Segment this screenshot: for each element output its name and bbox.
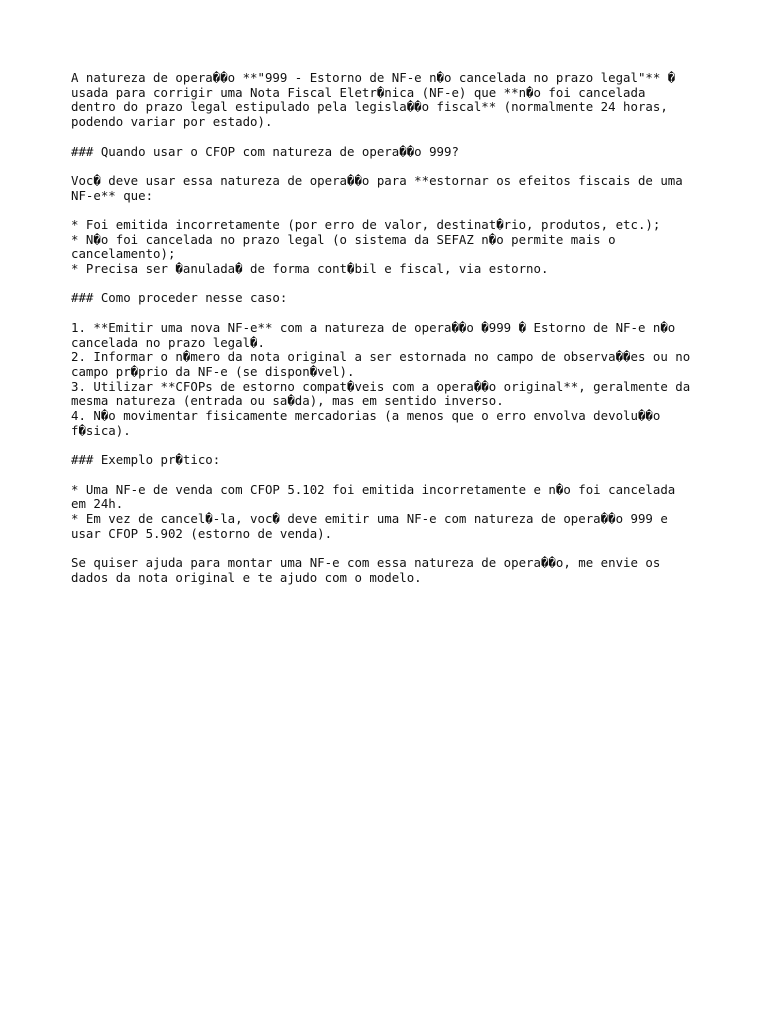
closing-paragraph: Se quiser ajuda para montar uma NF-e com essa natureza de opera��o, me envie os dados da nota original e te ajudo com o modelo.	[71, 555, 661, 585]
intro-paragraph: A natureza de opera��o **"999 - Estorno de NF-e n�o cancelada no prazo legal"** � usada para corrigir uma Nota Fiscal Eletr�nica (NF-e) que **n�o foi cancelada dentro do prazo legal estipulado pela legisla��o fiscal** (normalmente 24 horas, podendo variar por estado).	[71, 70, 676, 130]
section-heading-example: ### Exemplo pr�tico:	[71, 452, 221, 468]
example-list: * Uma NF-e de venda com CFOP 5.102 foi emitida incorretamente e n�o foi cancelada em 24h. * Em vez de cancel�-la, voc� deve emitir uma NF-e com natureza de opera��o 999 e usar CFOP 5.902 (estorno de venda).	[71, 481, 676, 541]
section-heading-when-to-use: ### Quando usar o CFOP com natureza de opera��o 999?	[71, 143, 459, 159]
steps-list: 1. **Emitir uma nova NF-e** com a natureza de opera��o �999 � Estorno de NF-e n�o cancelada no prazo legal�. 2. Informar o n�mero da nota original a ser estornada no campo de observa��es ou no campo pr�prio da NF-e (se dispon�vel). 3. Utilizar **CFOPs de estorno compat�veis com a opera��o original**, geralmente da mesma natureza (entrada ou sa�da), mas em sentido inverso. 4. N�o movimentar fisicamente mercadorias (a menos que o erro envolva devolu��o f�sica).	[71, 319, 691, 438]
section-heading-how-to-proceed: ### Como proceder nesse caso:	[71, 290, 288, 306]
document-body	[71, 71, 711, 585]
conditions-list: * Foi emitida incorretamente (por erro de valor, destinat�rio, produtos, etc.); * N�o foi cancelada no prazo legal (o sistema da SEFAZ n�o permite mais o cancelamento); * Precisa ser �anulada� de forma cont�bil e fiscal, via estorno.	[71, 216, 661, 277]
usage-paragraph: Voc� deve usar essa natureza de opera��o para **estornar os efeitos fiscais de uma NF-e** que:	[71, 172, 683, 203]
